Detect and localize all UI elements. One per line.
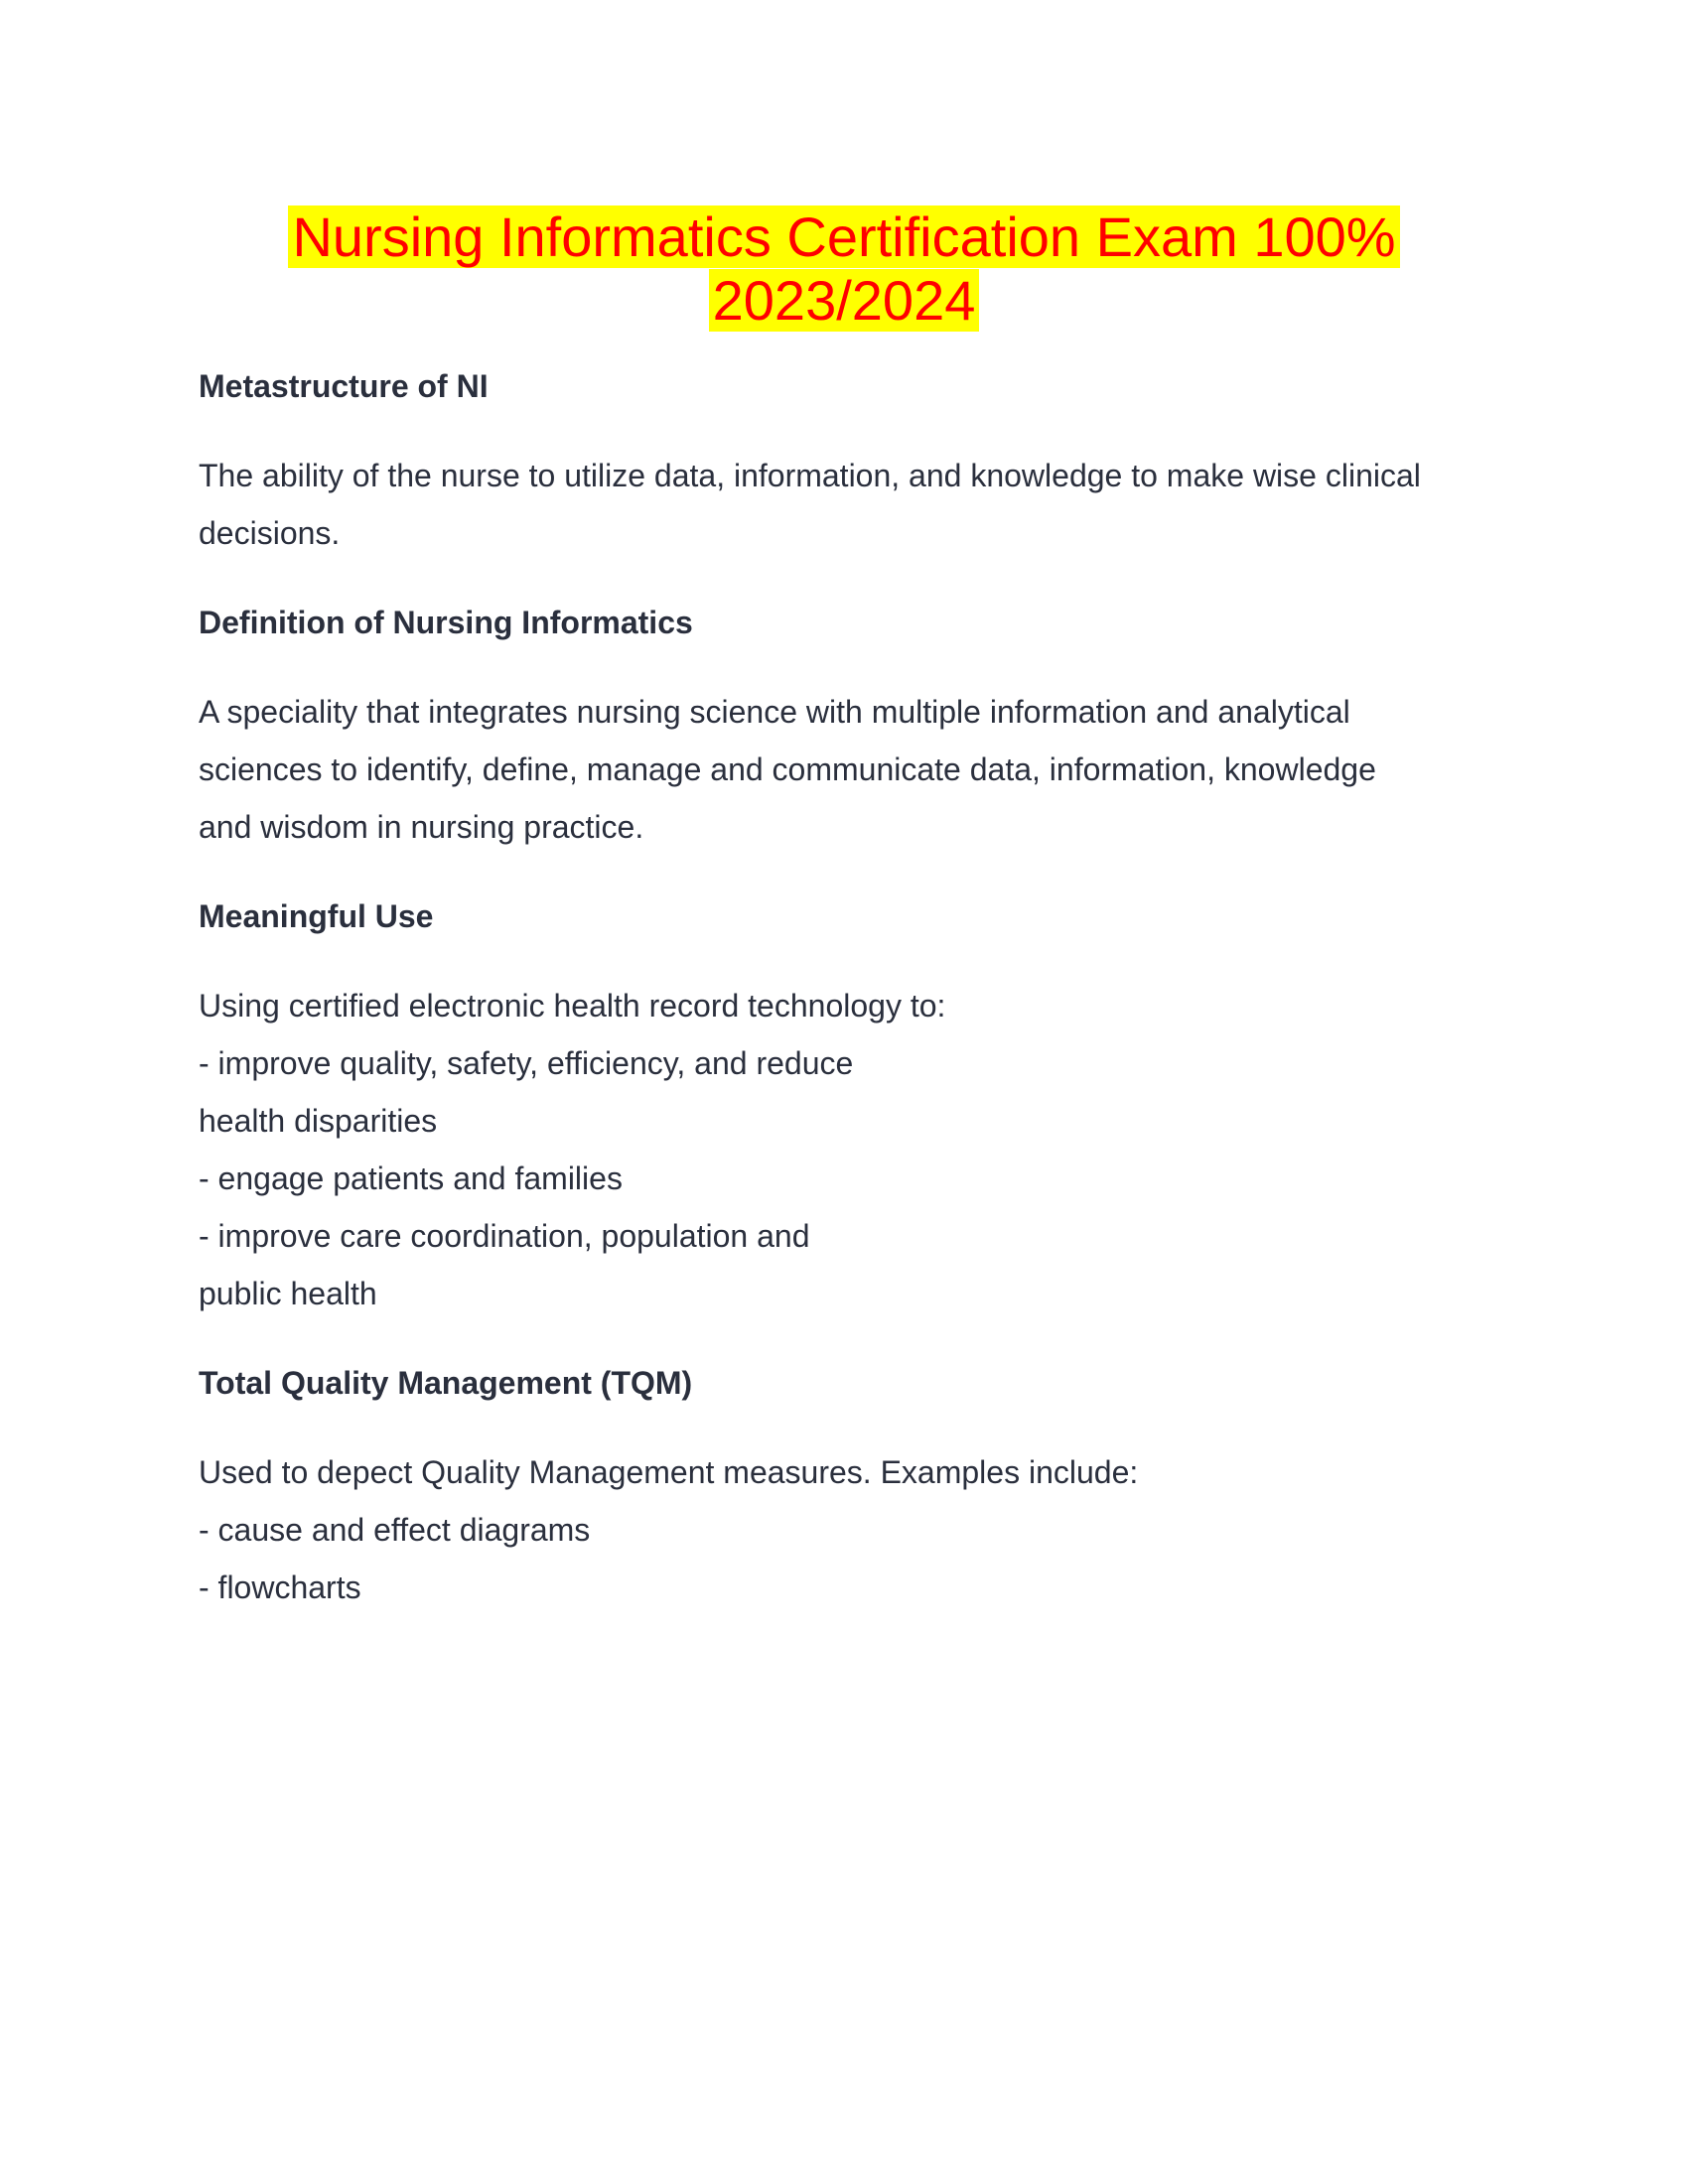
definition-line: Used to depect Quality Management measures. Examples include: [199, 1454, 1139, 1490]
term-definition [199, 447, 1489, 562]
term-definition [199, 683, 1489, 856]
document-body [199, 357, 1489, 1648]
term-heading: Meaningful Use [199, 898, 434, 934]
term-definition [199, 1443, 1489, 1616]
definition-line: The ability of the nurse to utilize data, information, and knowledge to make wise clinical [199, 458, 1421, 493]
term-heading: Total Quality Management (TQM) [199, 1365, 693, 1401]
definition-line: public health [199, 1276, 377, 1311]
definition-line: - flowcharts [199, 1570, 361, 1605]
title-line-1: Nursing Informatics Certification Exam 100% [288, 205, 1399, 268]
term-definition [199, 977, 1489, 1322]
definition-line: Using certified electronic health record technology to: [199, 988, 946, 1024]
definition-line: - cause and effect diagrams [199, 1512, 591, 1548]
definition-line: sciences to identify, define, manage and communicate data, information, knowledge [199, 751, 1376, 787]
definition-line: and wisdom in nursing practice. [199, 809, 644, 845]
definition-line: decisions. [199, 515, 341, 551]
title-line-2: 2023/2024 [709, 269, 980, 332]
definition-line: - engage patients and families [199, 1160, 623, 1196]
definition-line: health disparities [199, 1103, 438, 1139]
term-heading: Definition of Nursing Informatics [199, 605, 693, 640]
document-title [0, 205, 1688, 333]
definition-line: - improve care coordination, population and [199, 1218, 810, 1254]
term-heading: Metastructure of NI [199, 368, 489, 404]
definition-line: - improve quality, safety, efficiency, and reduce [199, 1045, 854, 1081]
definition-line: A speciality that integrates nursing science with multiple information and analytical [199, 694, 1350, 730]
